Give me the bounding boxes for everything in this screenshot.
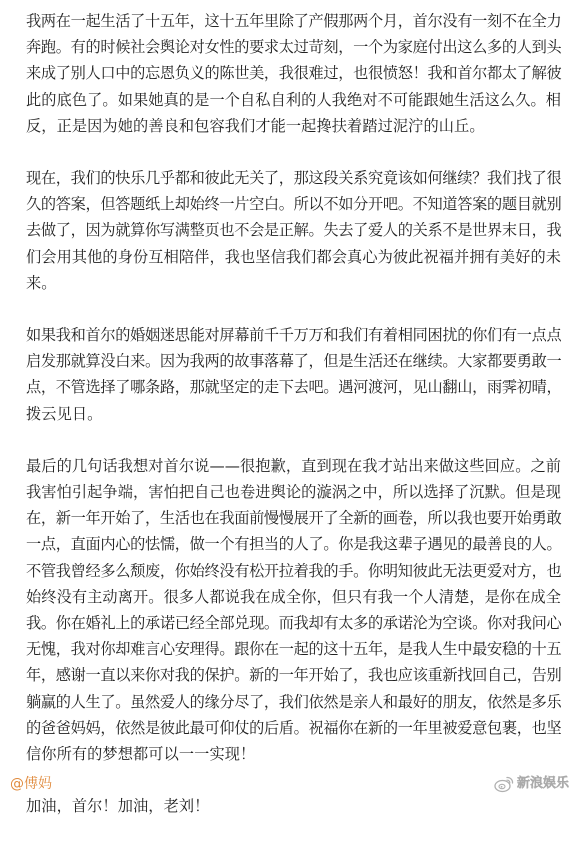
paragraph-line: 来。 bbox=[26, 273, 57, 292]
paragraph-line: 信你所有的梦想都可以一一实现！ bbox=[26, 745, 256, 764]
paragraph-line: 不管我曾经多么颓废，你始终没有松开拉着我的手。你明知彼此无法更爱对方，也 bbox=[26, 561, 562, 580]
paragraph-line: 来成了别人口中的忘恩负义的陈世美，我很难过，也很愤怒！我和首尔都太了解彼 bbox=[26, 64, 562, 83]
paragraph-line: 我。你在婚礼上的承诺已经全部兑现。而我却有太多的承诺沦为空谈。你对我问心 bbox=[26, 614, 562, 633]
paragraph-4 bbox=[26, 453, 561, 767]
paragraph-line: 躺赢的人生了。虽然爱人的缘分尽了，我们依然是亲人和最好的朋友，依然是多乐 bbox=[26, 692, 562, 711]
paragraph-line: 启发那就算没白来。因为我两的故事落幕了，但是生活还在继续。大家都要勇敢一 bbox=[26, 352, 562, 371]
paragraph-line: 在，新一年开始了，生活也在我面前慢慢展开了全新的画卷，所以我也要开始勇敢 bbox=[26, 509, 562, 528]
paragraph-line: 我害怕引起争端，害怕把自己也卷进舆论的漩涡之中，所以选择了沉默。但是现 bbox=[26, 483, 562, 502]
author-mention-link[interactable]: @傅妈 bbox=[10, 776, 52, 792]
paragraph-line: 一点，直面内心的怯懦，做一个有担当的人了。你是我这辈子遇见的最善良的人。 bbox=[26, 535, 562, 554]
paragraph-line: 的爸爸妈妈，依然是彼此最可仰仗的后盾。祝福你在新的一年里被爱意包裹，也坚 bbox=[26, 718, 562, 737]
paragraph-line: 我两在一起生活了十五年，这十五年里除了产假那两个月，首尔没有一刻不在全力 bbox=[26, 12, 562, 30]
paragraph-line: 加油，首尔！加油，老刘！ bbox=[26, 797, 210, 816]
paragraph-line: 拨云见日。 bbox=[26, 404, 103, 423]
paragraph-2 bbox=[26, 165, 561, 296]
paragraph-line: 年，感谢一直以来你对我的保护。新的一年开始了，我也应该重新找回自己，告别 bbox=[26, 666, 562, 685]
paragraph-line: 现在，我们的快乐几乎都和彼此无关了，那这段关系究竟该如何继续？我们找了很 bbox=[26, 169, 562, 188]
paragraph-line: 们会用其他的身份互相陪伴，我也坚信我们都会真心为彼此祝福并拥有美好的未 bbox=[26, 247, 562, 266]
paragraph-line: 如果我和首尔的婚姻迷思能对屏幕前千千万万和我们有着相同困扰的你们有一点点 bbox=[26, 326, 562, 345]
paragraph-line: 点，不管选择了哪条路，那就坚定的走下去吧。遇河渡河，见山翻山，雨霁初晴， bbox=[26, 378, 562, 397]
footer bbox=[0, 770, 579, 800]
article-body bbox=[26, 8, 561, 845]
paragraph-3 bbox=[26, 322, 561, 427]
paragraph-line: 去做了，因为就算你写满整页也不会是正解。失去了爱人的关系不是世界末日，我 bbox=[26, 221, 562, 240]
paragraph-line: 始终没有主动离开。很多人都说我在成全你，但只有我一个人清楚，是你在成全 bbox=[26, 587, 562, 606]
paragraph-line: 久的答案，但答题纸上却始终一片空白。所以不如分开吧。不知道答案的题目就别 bbox=[26, 195, 562, 214]
weibo-icon bbox=[494, 775, 514, 793]
paragraph-line: 最后的几句话我想对首尔说——很抱歉，直到现在我才站出来做这些回应。之前 bbox=[26, 456, 562, 475]
watermark-text: 新浪娱乐 bbox=[516, 776, 569, 791]
paragraph-line: 此的底色了。如果她真的是一个自私自利的人我绝对不可能跟她生活这么久。相 bbox=[26, 90, 562, 109]
paragraph-line: 反，正是因为她的善良和包容我们才能一起搀扶着踏过泥泞的山丘。 bbox=[26, 116, 485, 135]
watermark bbox=[494, 774, 569, 794]
paragraph-line: 无愧，我对你却难言心安理得。跟你在一起的这十五年，是我人生中最安稳的十五 bbox=[26, 640, 562, 659]
paragraph-line: 奔跑。有的时候社会舆论对女性的要求太过苛刻，一个为家庭付出这么多的人到头 bbox=[26, 38, 562, 57]
paragraph-1 bbox=[26, 8, 561, 139]
